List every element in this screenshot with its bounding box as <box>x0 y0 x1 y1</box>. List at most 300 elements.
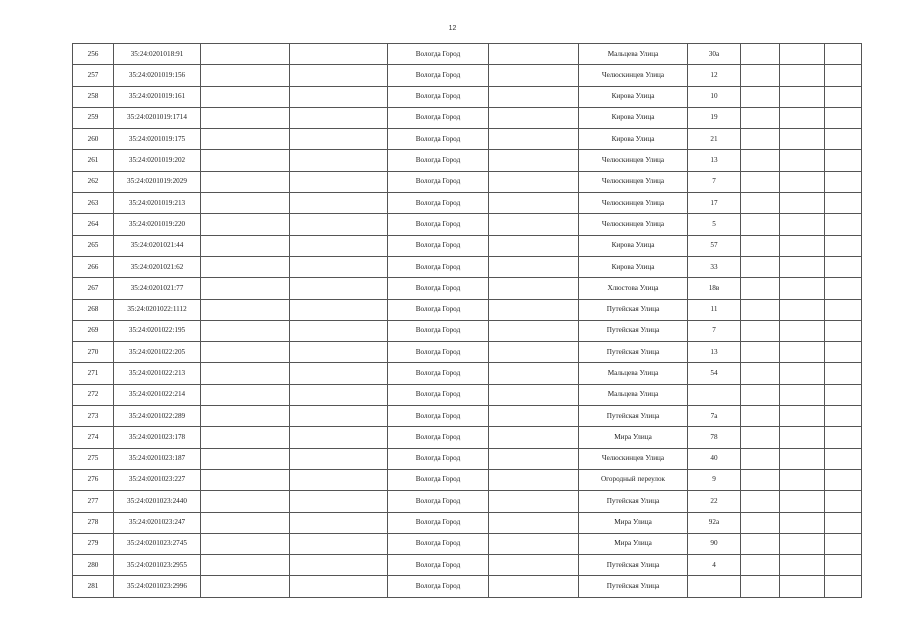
cadastral-number-cell: 35:24:0201023:2745 <box>114 533 201 554</box>
empty-cell <box>741 235 780 256</box>
table-row <box>73 86 862 107</box>
house-number-cell: 13 <box>688 342 741 363</box>
table-row <box>73 576 862 597</box>
empty-cell <box>489 214 579 235</box>
table-row <box>73 44 862 65</box>
street-cell: Кирова Улица <box>579 86 688 107</box>
empty-cell <box>780 171 825 192</box>
row-number-cell: 276 <box>73 469 114 490</box>
empty-cell <box>489 107 579 128</box>
table-row <box>73 107 862 128</box>
city-cell: Вологда Город <box>388 469 489 490</box>
empty-cell <box>825 150 862 171</box>
empty-cell <box>825 469 862 490</box>
empty-cell <box>201 427 290 448</box>
empty-cell <box>741 555 780 576</box>
page-number: 12 <box>448 25 457 32</box>
cadastral-number-cell: 35:24:0201021:62 <box>114 256 201 277</box>
street-cell: Мальцева Улица <box>579 44 688 65</box>
city-cell: Вологда Город <box>388 533 489 554</box>
empty-cell <box>780 469 825 490</box>
house-number-cell: 19 <box>688 107 741 128</box>
city-cell: Вологда Город <box>388 150 489 171</box>
empty-cell <box>741 320 780 341</box>
empty-cell <box>825 278 862 299</box>
empty-cell <box>825 384 862 405</box>
city-cell: Вологда Город <box>388 44 489 65</box>
table-row <box>73 384 862 405</box>
empty-cell <box>489 320 579 341</box>
empty-cell <box>489 384 579 405</box>
empty-cell <box>290 171 388 192</box>
table-row <box>73 555 862 576</box>
empty-cell <box>825 193 862 214</box>
empty-cell <box>780 342 825 363</box>
house-number-cell: 33 <box>688 256 741 277</box>
row-number-cell: 277 <box>73 491 114 512</box>
row-number-cell: 266 <box>73 256 114 277</box>
empty-cell <box>489 406 579 427</box>
city-cell: Вологда Город <box>388 448 489 469</box>
empty-cell <box>741 533 780 554</box>
table-row <box>73 427 862 448</box>
cadastral-number-cell: 35:24:0201019:156 <box>114 65 201 86</box>
empty-cell <box>201 65 290 86</box>
empty-cell <box>780 576 825 597</box>
street-cell: Челюскинцев Улица <box>579 65 688 86</box>
house-number-cell: 10 <box>688 86 741 107</box>
empty-cell <box>201 235 290 256</box>
street-cell: Мальцева Улица <box>579 363 688 384</box>
empty-cell <box>741 86 780 107</box>
table-row <box>73 320 862 341</box>
table-row <box>73 65 862 86</box>
empty-cell <box>741 384 780 405</box>
row-number-cell: 268 <box>73 299 114 320</box>
table-row <box>73 406 862 427</box>
empty-cell <box>780 555 825 576</box>
empty-cell <box>290 555 388 576</box>
street-cell: Кирова Улица <box>579 107 688 128</box>
empty-cell <box>489 576 579 597</box>
empty-cell <box>489 491 579 512</box>
empty-cell <box>825 129 862 150</box>
city-cell: Вологда Город <box>388 427 489 448</box>
cadastral-number-cell: 35:24:0201019:161 <box>114 86 201 107</box>
empty-cell <box>825 256 862 277</box>
city-cell: Вологда Город <box>388 193 489 214</box>
row-number-cell: 273 <box>73 406 114 427</box>
table-row <box>73 256 862 277</box>
empty-cell <box>741 576 780 597</box>
street-cell: Путейская Улица <box>579 342 688 363</box>
empty-cell <box>741 278 780 299</box>
empty-cell <box>741 342 780 363</box>
empty-cell <box>780 491 825 512</box>
table-row <box>73 448 862 469</box>
empty-cell <box>780 86 825 107</box>
empty-cell <box>489 342 579 363</box>
empty-cell <box>825 576 862 597</box>
house-number-cell: 13 <box>688 150 741 171</box>
table-row <box>73 171 862 192</box>
city-cell: Вологда Город <box>388 576 489 597</box>
empty-cell <box>489 512 579 533</box>
row-number-cell: 267 <box>73 278 114 299</box>
empty-cell <box>780 448 825 469</box>
row-number-cell: 263 <box>73 193 114 214</box>
cadastral-number-cell: 35:24:0201022:1112 <box>114 299 201 320</box>
empty-cell <box>741 427 780 448</box>
empty-cell <box>780 150 825 171</box>
street-cell: Мальцева Улица <box>579 384 688 405</box>
table-row <box>73 491 862 512</box>
empty-cell <box>741 193 780 214</box>
empty-cell <box>825 86 862 107</box>
row-number-cell: 257 <box>73 65 114 86</box>
cadastral-number-cell: 35:24:0201019:1714 <box>114 107 201 128</box>
street-cell: Челюскинцев Улица <box>579 193 688 214</box>
empty-cell <box>741 491 780 512</box>
city-cell: Вологда Город <box>388 129 489 150</box>
empty-cell <box>780 512 825 533</box>
table-row <box>73 512 862 533</box>
empty-cell <box>201 107 290 128</box>
empty-cell <box>201 214 290 235</box>
street-cell: Челюскинцев Улица <box>579 214 688 235</box>
street-cell: Мира Улица <box>579 427 688 448</box>
city-cell: Вологда Город <box>388 512 489 533</box>
empty-cell <box>290 491 388 512</box>
city-cell: Вологда Город <box>388 86 489 107</box>
empty-cell <box>780 384 825 405</box>
house-number-cell: 18в <box>688 278 741 299</box>
cadastral-number-cell: 35:24:0201023:247 <box>114 512 201 533</box>
house-number-cell: 90 <box>688 533 741 554</box>
empty-cell <box>741 363 780 384</box>
city-cell: Вологда Город <box>388 278 489 299</box>
empty-cell <box>741 512 780 533</box>
house-number-cell: 5 <box>688 214 741 235</box>
empty-cell <box>290 193 388 214</box>
empty-cell <box>201 533 290 554</box>
row-number-cell: 270 <box>73 342 114 363</box>
city-cell: Вологда Город <box>388 342 489 363</box>
empty-cell <box>780 299 825 320</box>
street-cell: Челюскинцев Улица <box>579 150 688 171</box>
empty-cell <box>741 150 780 171</box>
empty-cell <box>290 406 388 427</box>
house-number-cell: 54 <box>688 363 741 384</box>
street-cell: Мира Улица <box>579 512 688 533</box>
city-cell: Вологда Город <box>388 256 489 277</box>
row-number-cell: 278 <box>73 512 114 533</box>
street-cell: Челюскинцев Улица <box>579 171 688 192</box>
table-row <box>73 533 862 554</box>
street-cell: Кирова Улица <box>579 235 688 256</box>
house-number-cell: 11 <box>688 299 741 320</box>
empty-cell <box>825 363 862 384</box>
cadastral-number-cell: 35:24:0201023:187 <box>114 448 201 469</box>
empty-cell <box>290 427 388 448</box>
table-row <box>73 193 862 214</box>
empty-cell <box>780 533 825 554</box>
empty-cell <box>290 363 388 384</box>
city-cell: Вологда Город <box>388 555 489 576</box>
empty-cell <box>201 469 290 490</box>
empty-cell <box>489 555 579 576</box>
empty-cell <box>290 44 388 65</box>
empty-cell <box>780 129 825 150</box>
street-cell: Челюскинцев Улица <box>579 448 688 469</box>
empty-cell <box>780 193 825 214</box>
empty-cell <box>741 107 780 128</box>
house-number-cell: 22 <box>688 491 741 512</box>
empty-cell <box>201 576 290 597</box>
house-number-cell: 9 <box>688 469 741 490</box>
empty-cell <box>780 406 825 427</box>
empty-cell <box>825 320 862 341</box>
empty-cell <box>201 555 290 576</box>
empty-cell <box>489 129 579 150</box>
empty-cell <box>201 299 290 320</box>
empty-cell <box>201 384 290 405</box>
table-row <box>73 299 862 320</box>
empty-cell <box>825 171 862 192</box>
empty-cell <box>290 469 388 490</box>
empty-cell <box>201 171 290 192</box>
empty-cell <box>290 342 388 363</box>
empty-cell <box>489 86 579 107</box>
empty-cell <box>201 44 290 65</box>
empty-cell <box>489 235 579 256</box>
empty-cell <box>489 469 579 490</box>
row-number-cell: 275 <box>73 448 114 469</box>
row-number-cell: 265 <box>73 235 114 256</box>
empty-cell <box>201 256 290 277</box>
empty-cell <box>201 363 290 384</box>
empty-cell <box>290 256 388 277</box>
house-number-cell: 17 <box>688 193 741 214</box>
cadastral-number-cell: 35:24:0201022:214 <box>114 384 201 405</box>
table-row <box>73 150 862 171</box>
empty-cell <box>290 576 388 597</box>
empty-cell <box>290 107 388 128</box>
empty-cell <box>290 533 388 554</box>
empty-cell <box>780 235 825 256</box>
empty-cell <box>741 406 780 427</box>
street-cell: Мира Улица <box>579 533 688 554</box>
empty-cell <box>290 65 388 86</box>
empty-cell <box>741 448 780 469</box>
cadastral-number-cell: 35:24:0201019:202 <box>114 150 201 171</box>
empty-cell <box>489 150 579 171</box>
cadastral-number-cell: 35:24:0201021:44 <box>114 235 201 256</box>
city-cell: Вологда Город <box>388 491 489 512</box>
row-number-cell: 256 <box>73 44 114 65</box>
empty-cell <box>741 256 780 277</box>
city-cell: Вологда Город <box>388 235 489 256</box>
street-cell: Путейская Улица <box>579 320 688 341</box>
empty-cell <box>201 448 290 469</box>
city-cell: Вологда Город <box>388 320 489 341</box>
city-cell: Вологда Город <box>388 214 489 235</box>
empty-cell <box>780 427 825 448</box>
table-row <box>73 342 862 363</box>
house-number-cell: 4 <box>688 555 741 576</box>
row-number-cell: 269 <box>73 320 114 341</box>
empty-cell <box>290 235 388 256</box>
row-number-cell: 271 <box>73 363 114 384</box>
cadastral-number-cell: 35:24:0201022:195 <box>114 320 201 341</box>
row-number-cell: 281 <box>73 576 114 597</box>
empty-cell <box>825 44 862 65</box>
empty-cell <box>780 363 825 384</box>
empty-cell <box>741 214 780 235</box>
cadastral-number-cell: 35:24:0201022:289 <box>114 406 201 427</box>
empty-cell <box>290 512 388 533</box>
street-cell: Кирова Улица <box>579 129 688 150</box>
empty-cell <box>825 533 862 554</box>
empty-cell <box>825 299 862 320</box>
cadastral-number-cell: 35:24:0201023:2996 <box>114 576 201 597</box>
table-body <box>73 44 862 598</box>
house-number-cell: 12 <box>688 65 741 86</box>
street-cell: Огородный переулок <box>579 469 688 490</box>
empty-cell <box>780 214 825 235</box>
empty-cell <box>825 448 862 469</box>
empty-cell <box>825 406 862 427</box>
row-number-cell: 272 <box>73 384 114 405</box>
empty-cell <box>290 86 388 107</box>
row-number-cell: 261 <box>73 150 114 171</box>
empty-cell <box>489 278 579 299</box>
cadastral-number-cell: 35:24:0201019:213 <box>114 193 201 214</box>
empty-cell <box>489 299 579 320</box>
empty-cell <box>290 299 388 320</box>
city-cell: Вологда Город <box>388 65 489 86</box>
street-cell: Путейская Улица <box>579 576 688 597</box>
row-number-cell: 264 <box>73 214 114 235</box>
city-cell: Вологда Город <box>388 384 489 405</box>
row-number-cell: 274 <box>73 427 114 448</box>
street-cell: Путейская Улица <box>579 555 688 576</box>
empty-cell <box>825 512 862 533</box>
property-registry-table <box>72 43 862 598</box>
empty-cell <box>201 129 290 150</box>
empty-cell <box>201 406 290 427</box>
table-row <box>73 278 862 299</box>
house-number-cell: 92а <box>688 512 741 533</box>
row-number-cell: 260 <box>73 129 114 150</box>
empty-cell <box>780 65 825 86</box>
empty-cell <box>290 320 388 341</box>
cadastral-number-cell: 35:24:0201022:213 <box>114 363 201 384</box>
empty-cell <box>741 44 780 65</box>
house-number-cell: 30а <box>688 44 741 65</box>
empty-cell <box>741 65 780 86</box>
row-number-cell: 259 <box>73 107 114 128</box>
empty-cell <box>825 491 862 512</box>
empty-cell <box>741 299 780 320</box>
empty-cell <box>201 491 290 512</box>
cadastral-number-cell: 35:24:0201023:2955 <box>114 555 201 576</box>
empty-cell <box>201 86 290 107</box>
empty-cell <box>489 256 579 277</box>
empty-cell <box>201 342 290 363</box>
empty-cell <box>825 342 862 363</box>
empty-cell <box>780 44 825 65</box>
empty-cell <box>780 107 825 128</box>
empty-cell <box>489 448 579 469</box>
empty-cell <box>290 214 388 235</box>
empty-cell <box>825 107 862 128</box>
table-row <box>73 363 862 384</box>
house-number-cell: 21 <box>688 129 741 150</box>
city-cell: Вологда Город <box>388 363 489 384</box>
cadastral-number-cell: 35:24:0201021:77 <box>114 278 201 299</box>
table-row <box>73 469 862 490</box>
row-number-cell: 258 <box>73 86 114 107</box>
house-number-cell: 7 <box>688 171 741 192</box>
street-cell: Путейская Улица <box>579 491 688 512</box>
house-number-cell: 57 <box>688 235 741 256</box>
row-number-cell: 279 <box>73 533 114 554</box>
empty-cell <box>780 278 825 299</box>
table-row <box>73 214 862 235</box>
empty-cell <box>825 427 862 448</box>
row-number-cell: 262 <box>73 171 114 192</box>
empty-cell <box>825 214 862 235</box>
house-number-cell <box>688 576 741 597</box>
cadastral-number-cell: 35:24:0201023:178 <box>114 427 201 448</box>
street-cell: Путейская Улица <box>579 406 688 427</box>
cadastral-number-cell: 35:24:0201018:91 <box>114 44 201 65</box>
house-number-cell: 7 <box>688 320 741 341</box>
empty-cell <box>741 469 780 490</box>
cadastral-number-cell: 35:24:0201023:2440 <box>114 491 201 512</box>
empty-cell <box>201 150 290 171</box>
empty-cell <box>290 384 388 405</box>
empty-cell <box>489 193 579 214</box>
empty-cell <box>201 320 290 341</box>
empty-cell <box>489 65 579 86</box>
house-number-cell: 7а <box>688 406 741 427</box>
cadastral-number-cell: 35:24:0201019:2029 <box>114 171 201 192</box>
city-cell: Вологда Город <box>388 107 489 128</box>
city-cell: Вологда Город <box>388 171 489 192</box>
empty-cell <box>489 363 579 384</box>
empty-cell <box>290 129 388 150</box>
empty-cell <box>825 235 862 256</box>
empty-cell <box>489 427 579 448</box>
cadastral-number-cell: 35:24:0201022:205 <box>114 342 201 363</box>
street-cell: Хлюстова Улица <box>579 278 688 299</box>
empty-cell <box>741 129 780 150</box>
city-cell: Вологда Город <box>388 299 489 320</box>
cadastral-number-cell: 35:24:0201023:227 <box>114 469 201 490</box>
house-number-cell <box>688 384 741 405</box>
street-cell: Путейская Улица <box>579 299 688 320</box>
empty-cell <box>201 512 290 533</box>
empty-cell <box>780 256 825 277</box>
city-cell: Вологда Город <box>388 406 489 427</box>
house-number-cell: 40 <box>688 448 741 469</box>
empty-cell <box>489 171 579 192</box>
empty-cell <box>201 278 290 299</box>
empty-cell <box>741 171 780 192</box>
table-row <box>73 235 862 256</box>
